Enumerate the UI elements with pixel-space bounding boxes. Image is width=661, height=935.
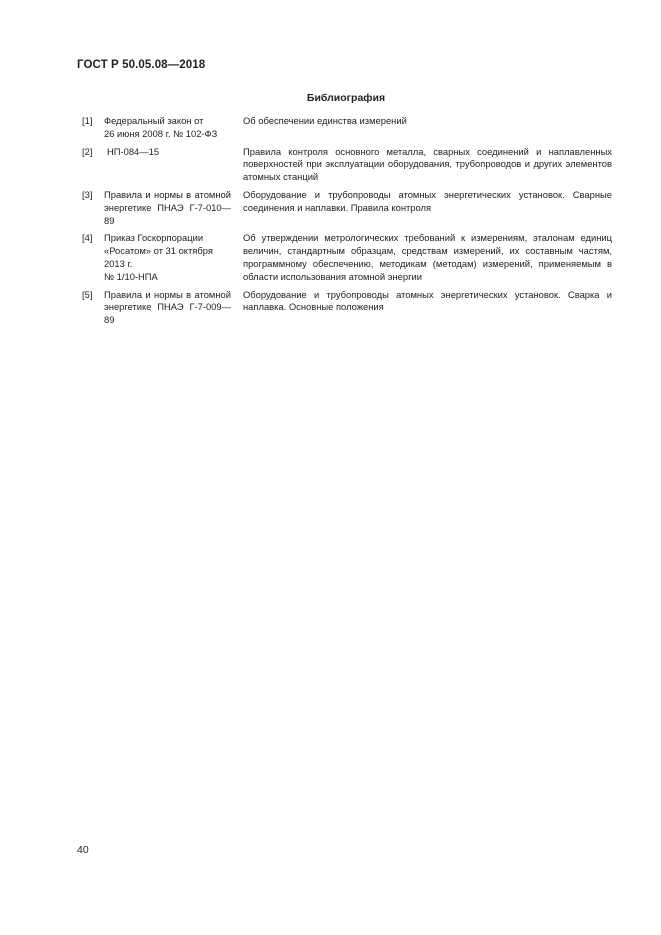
entry-source	[104, 289, 243, 327]
entry-source-line: № 1/10-НПА	[104, 270, 158, 282]
entry-source-line: НП-084—15	[107, 145, 160, 157]
entry-source-line: 26 июня 2008 г. № 102-ФЗ	[104, 127, 218, 139]
entry-source	[104, 232, 243, 283]
entry-source	[104, 189, 243, 227]
entry-description: Правила контроля основного металла, сварных соединений и наплавленных поверхностей при эксплуатации оборудования, трубопроводов и других элементов атомных станций	[243, 145, 612, 183]
bibliography-entry-2	[82, 146, 612, 184]
entry-description: Об обеспечении единства измерений	[243, 115, 407, 126]
entry-number: [3]	[82, 188, 93, 200]
bibliography-list	[82, 115, 612, 332]
entry-description: Об утверждении метрологических требований к измерениям, эталонам единиц величин, стандартным образцам, средствам измерений, их составным частям, программному обеспечению, методикам (методам) измерений, применяемым в области использования атомной энергии	[243, 232, 612, 282]
page-number: 40	[77, 844, 89, 856]
entry-source-line: Федеральный закон от	[104, 115, 204, 126]
bibliography-entry-3	[82, 189, 612, 227]
entry-source-line: «Росатом» от 31 октября 2013 г.	[104, 245, 213, 269]
entry-number: [2]	[82, 145, 93, 157]
entry-source	[104, 146, 243, 184]
bibliography-entry-4	[82, 232, 612, 283]
entry-source-line: Правила и нормы в атомной	[104, 188, 231, 200]
entry-source-line: энергетике ПНАЭ Г-7-010—89	[104, 201, 231, 226]
entry-source	[104, 115, 243, 141]
entry-source-line: Правила и нормы в атомной	[104, 288, 231, 300]
entry-number: [1]	[82, 115, 93, 126]
document-code-header: ГОСТ Р 50.05.08—2018	[77, 59, 206, 71]
entry-description: Оборудование и трубопроводы атомных энергетических установок. Сварные соединения и наплавки. Правила контроля	[243, 188, 612, 213]
entry-description: Оборудование и трубопроводы атомных энергетических установок. Сварка и наплавка. Основные положения	[243, 288, 612, 313]
page-title: Библиография	[306, 92, 386, 104]
bibliography-entry-1	[82, 115, 612, 141]
entry-number: [5]	[82, 288, 93, 300]
bibliography-entry-5	[82, 289, 612, 327]
entry-source-line: Приказ Госкорпорации	[104, 232, 204, 244]
entry-source-line: энергетике ПНАЭ Г-7-009—89	[104, 301, 231, 326]
entry-number: [4]	[82, 232, 93, 244]
